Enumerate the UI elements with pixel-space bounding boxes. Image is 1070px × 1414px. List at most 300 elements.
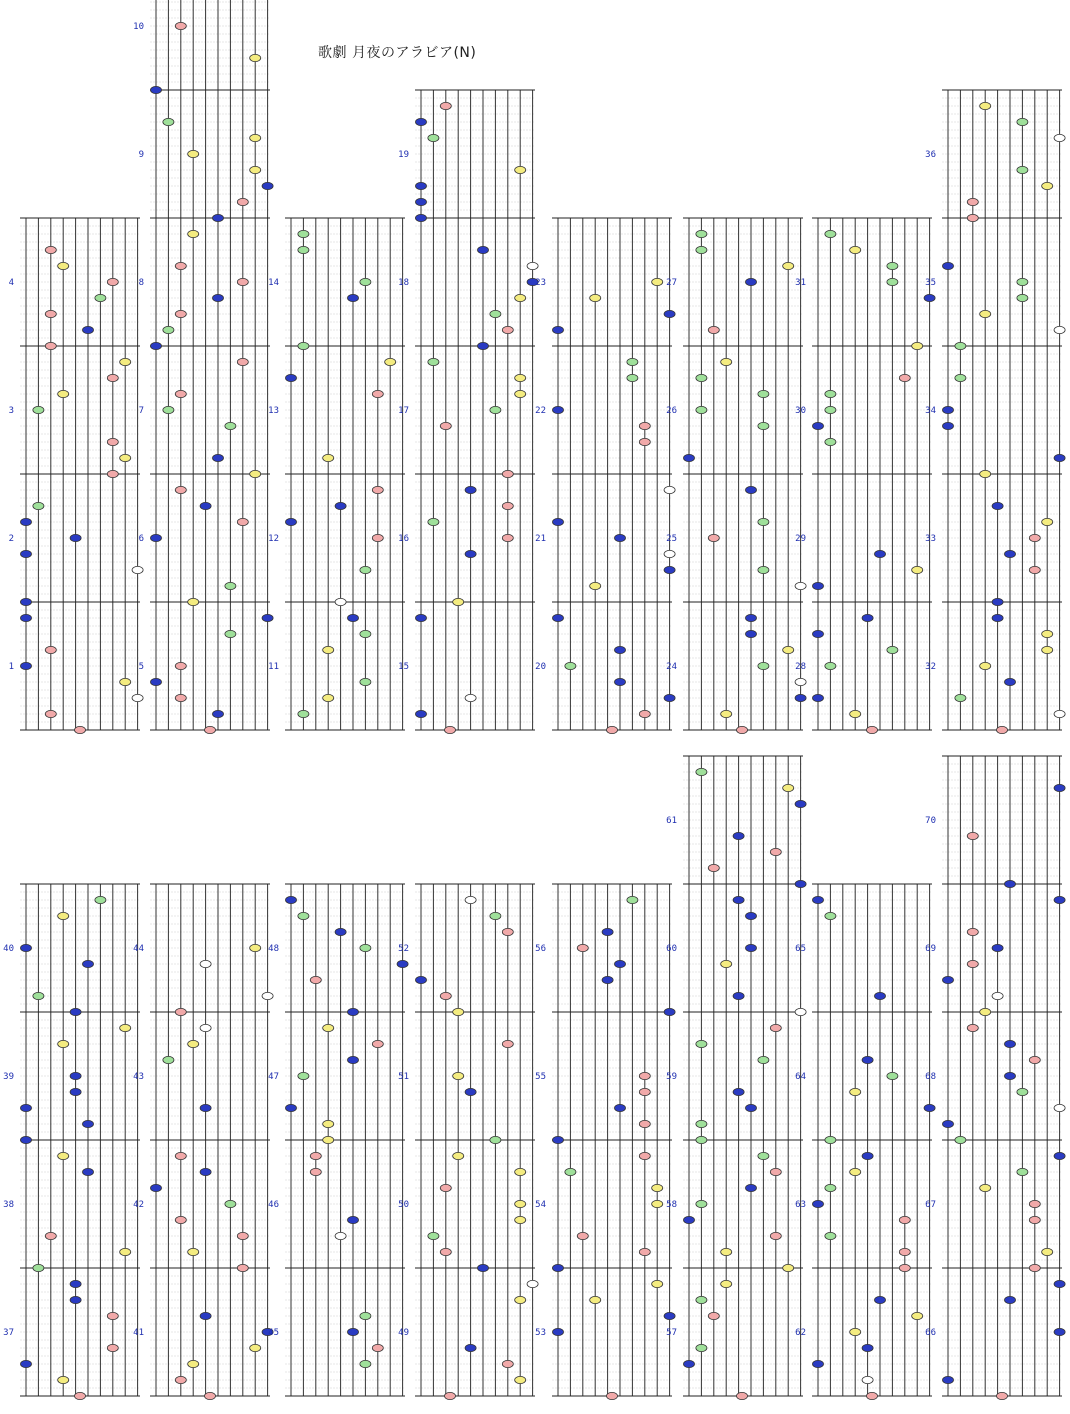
note-mark — [428, 134, 439, 141]
measure-number: 8 — [138, 278, 144, 288]
note-mark — [1042, 182, 1053, 189]
note-mark — [1029, 1264, 1040, 1271]
note-mark — [335, 502, 346, 509]
measure-number: 39 — [3, 1072, 14, 1082]
note-mark — [825, 912, 836, 919]
measure-number: 14 — [268, 278, 279, 288]
note-mark — [862, 1376, 873, 1383]
note-mark — [980, 662, 991, 669]
note-mark — [813, 630, 824, 637]
measure-number: 54 — [535, 1200, 546, 1210]
note-mark — [107, 374, 118, 381]
note-mark — [967, 198, 978, 205]
measure-number: 15 — [398, 662, 409, 672]
note-mark — [515, 1296, 526, 1303]
note-mark — [465, 1088, 476, 1095]
note-mark — [721, 1248, 732, 1255]
note-mark — [813, 1360, 824, 1367]
note-mark — [850, 710, 861, 717]
note-mark — [200, 1104, 211, 1111]
note-mark — [758, 1056, 769, 1063]
note-mark — [912, 342, 923, 349]
note-mark — [850, 1088, 861, 1095]
note-mark — [151, 342, 162, 349]
note-mark — [502, 326, 513, 333]
note-mark — [45, 710, 56, 717]
measure-number: 44 — [133, 944, 144, 954]
note-mark — [708, 534, 719, 541]
measure-number: 68 — [925, 1072, 936, 1082]
note-mark — [924, 1104, 935, 1111]
note-mark — [527, 1280, 538, 1287]
note-mark — [58, 1376, 69, 1383]
note-mark — [250, 166, 261, 173]
note-mark — [163, 118, 174, 125]
note-mark — [696, 1200, 707, 1207]
note-mark — [997, 1392, 1008, 1399]
note-mark — [372, 390, 383, 397]
note-mark — [825, 1136, 836, 1143]
note-mark — [783, 262, 794, 269]
note-mark — [213, 710, 224, 717]
note-mark — [639, 1088, 650, 1095]
note-mark — [151, 534, 162, 541]
measure-number: 20 — [535, 662, 546, 672]
note-mark — [1054, 134, 1065, 141]
note-mark — [33, 502, 44, 509]
measure-number: 9 — [138, 150, 144, 160]
note-mark — [684, 454, 695, 461]
note-mark — [200, 1312, 211, 1319]
note-mark — [733, 992, 744, 999]
note-mark — [696, 1136, 707, 1143]
note-mark — [825, 1232, 836, 1239]
note-mark — [286, 518, 297, 525]
note-mark — [602, 928, 613, 935]
note-mark — [372, 486, 383, 493]
note-mark — [1054, 454, 1065, 461]
note-mark — [899, 1264, 910, 1271]
note-mark — [708, 864, 719, 871]
note-mark — [758, 518, 769, 525]
note-mark — [95, 294, 106, 301]
measure-number: 1 — [8, 662, 14, 672]
note-mark — [980, 1008, 991, 1015]
note-mark — [875, 1296, 886, 1303]
note-mark — [696, 1040, 707, 1047]
note-mark — [360, 678, 371, 685]
measure-number: 18 — [398, 278, 409, 288]
note-mark — [602, 976, 613, 983]
note-mark — [758, 566, 769, 573]
note-mark — [825, 438, 836, 445]
note-mark — [850, 1168, 861, 1175]
note-mark — [992, 614, 1003, 621]
measure-number: 43 — [133, 1072, 144, 1082]
note-mark — [758, 1152, 769, 1159]
note-mark — [262, 614, 273, 621]
note-mark — [225, 1200, 236, 1207]
note-mark — [515, 1168, 526, 1175]
note-mark — [746, 614, 757, 621]
note-mark — [465, 694, 476, 701]
note-mark — [639, 1120, 650, 1127]
measure-number: 47 — [268, 1072, 279, 1082]
note-mark — [955, 342, 966, 349]
note-mark — [416, 710, 427, 717]
note-mark — [360, 1360, 371, 1367]
note-mark — [912, 1312, 923, 1319]
note-mark — [813, 694, 824, 701]
note-mark — [70, 1008, 81, 1015]
measure-number: 13 — [268, 406, 279, 416]
note-mark — [465, 1344, 476, 1351]
note-mark — [664, 1312, 675, 1319]
note-mark — [515, 1200, 526, 1207]
note-mark — [696, 246, 707, 253]
note-mark — [58, 262, 69, 269]
note-mark — [850, 1328, 861, 1335]
note-mark — [746, 1104, 757, 1111]
note-mark — [360, 630, 371, 637]
note-mark — [465, 550, 476, 557]
measure-number: 17 — [398, 406, 409, 416]
note-mark — [225, 630, 236, 637]
note-mark — [684, 1360, 695, 1367]
note-mark — [416, 182, 427, 189]
note-mark — [795, 582, 806, 589]
note-mark — [298, 912, 309, 919]
note-mark — [992, 944, 1003, 951]
note-mark — [70, 534, 81, 541]
note-mark — [825, 662, 836, 669]
note-mark — [416, 214, 427, 221]
note-mark — [758, 662, 769, 669]
note-mark — [825, 1184, 836, 1191]
note-mark — [360, 1312, 371, 1319]
note-mark — [21, 662, 32, 669]
note-mark — [502, 470, 513, 477]
note-mark — [286, 1104, 297, 1111]
note-mark — [733, 896, 744, 903]
note-mark — [107, 1312, 118, 1319]
note-mark — [21, 1104, 32, 1111]
measure-number: 10 — [133, 22, 144, 32]
note-mark — [490, 406, 501, 413]
note-mark — [348, 1328, 359, 1335]
note-mark — [335, 598, 346, 605]
note-mark — [992, 598, 1003, 605]
note-mark — [696, 1120, 707, 1127]
note-mark — [783, 784, 794, 791]
note-mark — [453, 1008, 464, 1015]
note-mark — [639, 710, 650, 717]
note-mark — [200, 960, 211, 967]
note-mark — [943, 1120, 954, 1127]
note-mark — [188, 1040, 199, 1047]
note-mark — [385, 358, 396, 365]
note-mark — [1029, 534, 1040, 541]
note-mark — [21, 598, 32, 605]
note-mark — [478, 246, 489, 253]
measure-number: 66 — [925, 1328, 936, 1338]
note-mark — [21, 614, 32, 621]
note-mark — [639, 1072, 650, 1079]
note-mark — [298, 1072, 309, 1079]
note-mark — [250, 1344, 261, 1351]
note-mark — [188, 1248, 199, 1255]
note-mark — [684, 1216, 695, 1223]
note-mark — [746, 944, 757, 951]
note-mark — [737, 726, 748, 733]
note-mark — [490, 310, 501, 317]
note-mark — [721, 960, 732, 967]
measure-number: 62 — [795, 1328, 806, 1338]
measure-number: 4 — [8, 278, 14, 288]
note-mark — [445, 726, 456, 733]
note-mark — [428, 1232, 439, 1239]
note-mark — [1005, 678, 1016, 685]
measure-number: 64 — [795, 1072, 806, 1082]
note-mark — [639, 422, 650, 429]
note-mark — [250, 54, 261, 61]
note-mark — [372, 1344, 383, 1351]
note-mark — [943, 262, 954, 269]
note-mark — [862, 1152, 873, 1159]
note-mark — [237, 358, 248, 365]
note-mark — [440, 1248, 451, 1255]
measure-number: 29 — [795, 534, 806, 544]
note-mark — [664, 1008, 675, 1015]
note-mark — [397, 960, 408, 967]
note-mark — [262, 992, 273, 999]
note-mark — [1029, 1056, 1040, 1063]
note-mark — [980, 310, 991, 317]
note-mark — [1017, 118, 1028, 125]
note-mark — [502, 534, 513, 541]
note-mark — [188, 150, 199, 157]
note-mark — [107, 438, 118, 445]
note-mark — [825, 390, 836, 397]
note-mark — [132, 694, 143, 701]
note-mark — [348, 614, 359, 621]
note-mark — [323, 646, 334, 653]
note-mark — [746, 912, 757, 919]
note-mark — [515, 374, 526, 381]
note-mark — [250, 944, 261, 951]
note-mark — [615, 534, 626, 541]
note-mark — [151, 678, 162, 685]
note-mark — [758, 422, 769, 429]
note-mark — [708, 1312, 719, 1319]
note-mark — [440, 102, 451, 109]
note-mark — [615, 678, 626, 685]
note-mark — [205, 1392, 216, 1399]
note-mark — [967, 214, 978, 221]
note-mark — [200, 1024, 211, 1031]
note-mark — [627, 374, 638, 381]
note-mark — [175, 1376, 186, 1383]
measure-number: 40 — [3, 944, 14, 954]
note-mark — [70, 1088, 81, 1095]
note-mark — [615, 1104, 626, 1111]
measure-number: 32 — [925, 662, 936, 672]
note-mark — [45, 246, 56, 253]
note-mark — [652, 1200, 663, 1207]
note-mark — [286, 374, 297, 381]
measure-number: 45 — [268, 1328, 279, 1338]
note-mark — [967, 960, 978, 967]
note-mark — [58, 1040, 69, 1047]
note-mark — [175, 310, 186, 317]
note-mark — [980, 470, 991, 477]
note-mark — [590, 582, 601, 589]
note-mark — [237, 1232, 248, 1239]
measure-number: 56 — [535, 944, 546, 954]
note-mark — [21, 944, 32, 951]
note-mark — [250, 470, 261, 477]
note-mark — [298, 246, 309, 253]
note-mark — [615, 960, 626, 967]
note-mark — [1029, 1200, 1040, 1207]
note-mark — [360, 566, 371, 573]
measure-number: 65 — [795, 944, 806, 954]
note-mark — [992, 502, 1003, 509]
note-mark — [875, 992, 886, 999]
note-mark — [795, 694, 806, 701]
note-mark — [980, 1184, 991, 1191]
note-mark — [120, 358, 131, 365]
note-mark — [175, 1216, 186, 1223]
note-mark — [515, 1376, 526, 1383]
note-mark — [151, 86, 162, 93]
note-mark — [708, 326, 719, 333]
note-mark — [298, 710, 309, 717]
note-mark — [1017, 1168, 1028, 1175]
note-mark — [428, 518, 439, 525]
note-mark — [323, 454, 334, 461]
note-mark — [237, 278, 248, 285]
measure-number: 27 — [666, 278, 677, 288]
note-mark — [553, 614, 564, 621]
note-mark — [502, 502, 513, 509]
note-mark — [323, 1024, 334, 1031]
note-mark — [565, 662, 576, 669]
note-mark — [21, 1136, 32, 1143]
measure-number: 60 — [666, 944, 677, 954]
note-mark — [770, 1024, 781, 1031]
note-mark — [1042, 630, 1053, 637]
note-mark — [813, 582, 824, 589]
measure-number: 37 — [3, 1328, 14, 1338]
note-mark — [967, 832, 978, 839]
note-mark — [813, 896, 824, 903]
note-mark — [652, 278, 663, 285]
note-mark — [440, 422, 451, 429]
note-mark — [213, 214, 224, 221]
note-mark — [899, 1248, 910, 1255]
note-mark — [335, 928, 346, 935]
note-mark — [107, 470, 118, 477]
note-mark — [188, 598, 199, 605]
note-mark — [615, 646, 626, 653]
note-mark — [502, 928, 513, 935]
note-mark — [120, 1024, 131, 1031]
note-mark — [867, 1392, 878, 1399]
note-mark — [992, 992, 1003, 999]
note-mark — [298, 230, 309, 237]
note-mark — [862, 1344, 873, 1351]
note-mark — [360, 278, 371, 285]
note-mark — [21, 518, 32, 525]
note-mark — [696, 374, 707, 381]
note-mark — [348, 1056, 359, 1063]
note-mark — [70, 1072, 81, 1079]
note-mark — [770, 1168, 781, 1175]
note-mark — [967, 1024, 978, 1031]
measure-number: 33 — [925, 534, 936, 544]
note-mark — [553, 406, 564, 413]
note-mark — [997, 726, 1008, 733]
note-mark — [83, 960, 94, 967]
note-mark — [639, 1248, 650, 1255]
note-mark — [746, 278, 757, 285]
note-mark — [237, 1264, 248, 1271]
note-mark — [453, 598, 464, 605]
note-mark — [1042, 1248, 1053, 1255]
note-mark — [1054, 1104, 1065, 1111]
note-mark — [440, 1184, 451, 1191]
note-mark — [45, 310, 56, 317]
note-mark — [250, 134, 261, 141]
note-mark — [943, 976, 954, 983]
note-mark — [515, 1216, 526, 1223]
note-mark — [1017, 166, 1028, 173]
measure-number: 12 — [268, 534, 279, 544]
note-mark — [1054, 1280, 1065, 1287]
note-mark — [286, 896, 297, 903]
measure-number: 48 — [268, 944, 279, 954]
note-mark — [733, 832, 744, 839]
measure-number: 34 — [925, 406, 936, 416]
note-mark — [577, 944, 588, 951]
note-mark — [120, 1248, 131, 1255]
note-mark — [188, 230, 199, 237]
note-mark — [553, 1328, 564, 1335]
note-mark — [850, 246, 861, 253]
note-mark — [955, 374, 966, 381]
note-mark — [515, 166, 526, 173]
note-mark — [813, 422, 824, 429]
note-mark — [1017, 294, 1028, 301]
note-mark — [664, 566, 675, 573]
measure-number: 28 — [795, 662, 806, 672]
measure-number: 30 — [795, 406, 806, 416]
note-mark — [163, 406, 174, 413]
note-mark — [887, 262, 898, 269]
note-mark — [1042, 518, 1053, 525]
note-mark — [1042, 646, 1053, 653]
note-mark — [323, 1120, 334, 1127]
note-mark — [175, 486, 186, 493]
note-mark — [639, 438, 650, 445]
note-mark — [783, 1264, 794, 1271]
note-mark — [490, 1136, 501, 1143]
note-mark — [664, 486, 675, 493]
note-mark — [758, 390, 769, 397]
note-mark — [75, 726, 86, 733]
note-mark — [912, 566, 923, 573]
